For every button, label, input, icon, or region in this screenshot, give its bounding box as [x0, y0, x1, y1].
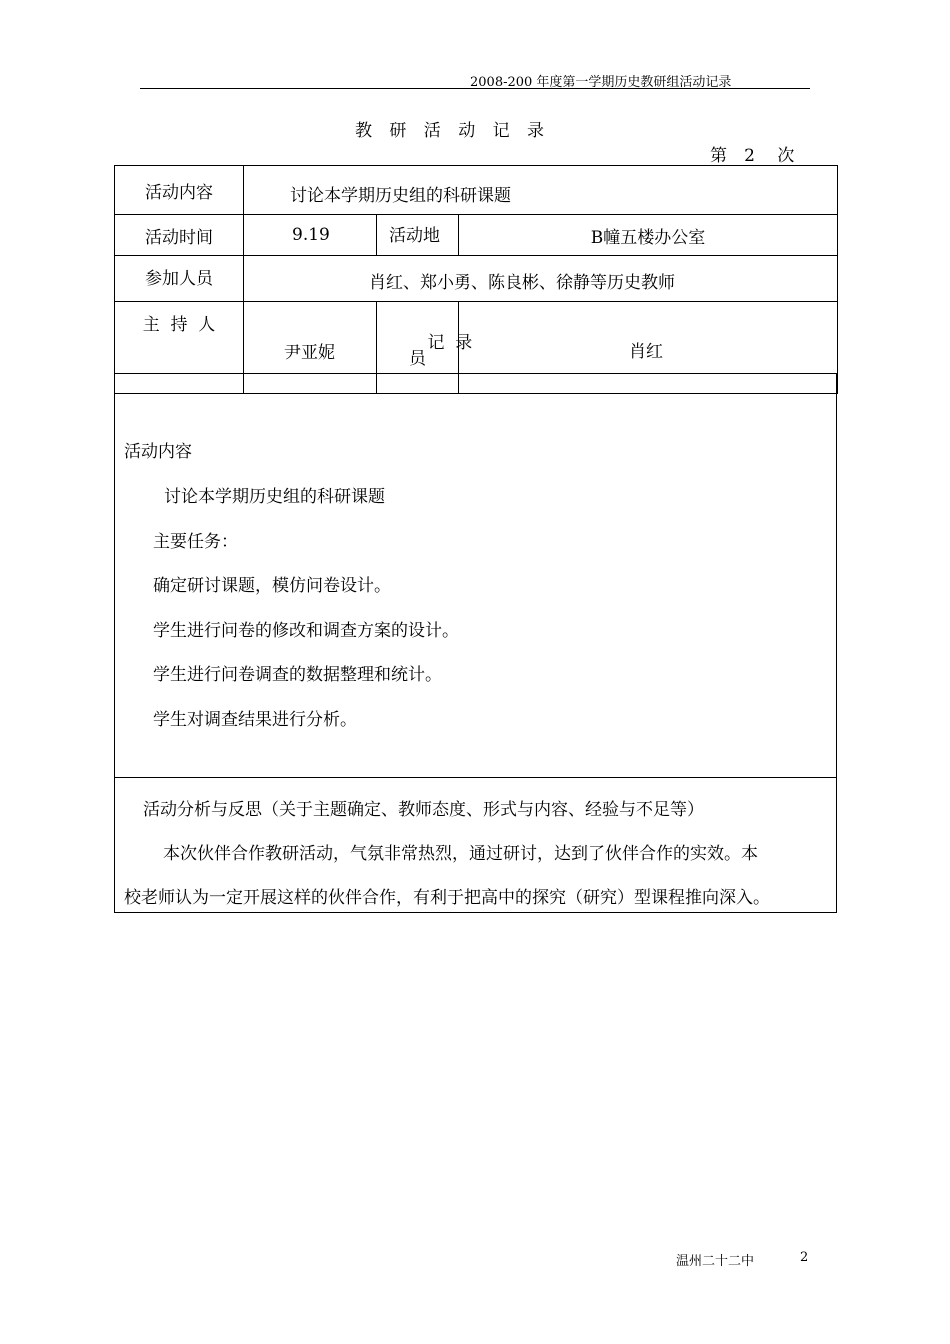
sequence-value: 2	[727, 147, 772, 166]
task-item-2: 学生进行问卷的修改和调查方案的设计。	[153, 621, 459, 641]
header-rule	[140, 88, 810, 89]
recorder-label-line2: 员	[409, 349, 426, 369]
host-label: 主 持 人	[115, 302, 244, 394]
activity-place-label: 活动地	[377, 215, 459, 256]
footer-page-number: 2	[800, 1250, 809, 1265]
reflection-line-1: 本次伙伴合作教研活动，气氛非常热烈，通过研讨，达到了伙伴合作的实效。本	[163, 844, 758, 864]
participants-label: 参加人员	[115, 256, 244, 302]
content-topic: 讨论本学期历史组的科研课题	[164, 487, 385, 507]
reflection-box	[114, 776, 837, 913]
activity-time-value: 9.19	[244, 215, 377, 256]
page-header: 2008-200 年度第一学期历史教研组活动记录	[470, 75, 732, 90]
task-item-1: 确定研讨课题，模仿问卷设计。	[153, 576, 391, 596]
sequence-number	[710, 141, 794, 166]
activity-time-label: 活动时间	[115, 215, 244, 256]
tasks-heading: 主要任务：	[153, 532, 238, 552]
recorder-label-line1: 记 录	[427, 333, 473, 353]
activity-content-label: 活动内容	[115, 166, 244, 215]
recorder-value: 肖红	[459, 302, 838, 394]
task-item-4: 学生对调查结果进行分析。	[153, 710, 357, 730]
footer-school: 温州二十二中	[676, 1254, 755, 1269]
reflection-heading: 活动分析与反思（关于主题确定、教师态度、形式与内容、经验与不足等）	[143, 800, 704, 820]
activity-content-value: 讨论本学期历史组的科研课题	[244, 166, 838, 215]
sequence-suffix: 次	[777, 146, 795, 166]
task-item-3: 学生进行问卷调查的数据整理和统计。	[153, 665, 442, 685]
host-value: 尹亚妮	[244, 302, 377, 394]
sequence-prefix: 第	[710, 146, 727, 166]
reflection-line-2: 校老师认为一定开展这样的伙伴合作，有利于把高中的探究（研究）型课程推向深入。	[124, 888, 770, 908]
activity-place-value: B幢五楼办公室	[459, 215, 838, 256]
document-title: 教 研 活 动 记 录	[355, 121, 551, 141]
content-heading: 活动内容	[124, 442, 192, 462]
activity-content-box	[114, 373, 837, 778]
participants-value: 肖红、郑小勇、陈良彬、徐静等历史教师	[244, 256, 838, 302]
info-table	[114, 165, 838, 394]
